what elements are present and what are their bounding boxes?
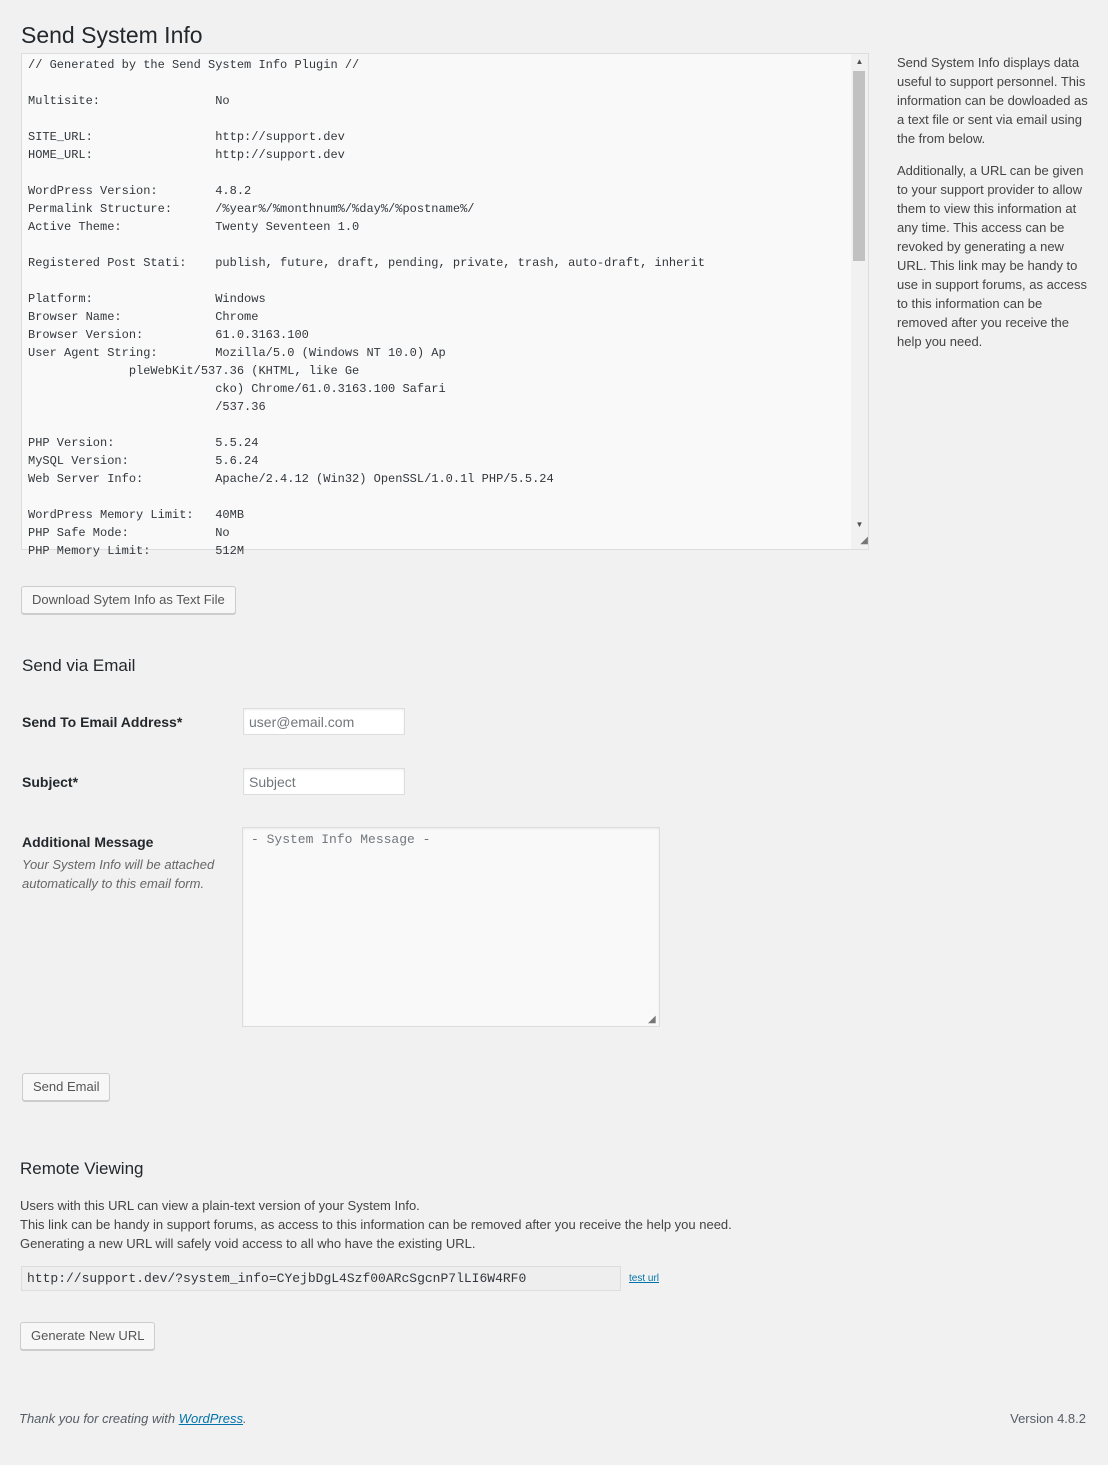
subject-label: Subject* (22, 774, 79, 790)
remote-description-line: Generating a new URL will safely void access to all who have the existing URL. (20, 1236, 476, 1251)
side-note-paragraph: Additionally, a URL can be given to your support provider to allow them to view this information at any time. This access can be revoked by generating a new URL. This link may be handy to use in support forums, as access to this information can be removed after you receive the help you need. (897, 163, 1088, 349)
subject-field[interactable] (243, 768, 405, 795)
scroll-down-arrow-icon[interactable]: ▼ (855, 520, 864, 529)
remote-viewing-heading: Remote Viewing (20, 1159, 144, 1178)
remote-url-field[interactable]: http://support.dev/?system_info=CYejbDgL4Szf00ARcSgcnP7lLI6W4RF0 (21, 1266, 621, 1291)
additional-message-label: Additional Message (22, 834, 154, 850)
resize-grip-icon[interactable]: ◢ (851, 533, 868, 549)
footer-thanks-prefix: Thank you for creating with (19, 1411, 179, 1426)
page-title: Send System Info (21, 22, 203, 48)
generate-new-url-button[interactable]: Generate New URL (20, 1322, 155, 1350)
download-text-file-button[interactable]: Download Sytem Info as Text File (21, 586, 236, 614)
scroll-thumb[interactable] (853, 71, 865, 261)
test-url-link[interactable]: test url (629, 1273, 660, 1284)
side-note-paragraph: Send System Info displays data useful to support personnel. This information can be dowloaded as a text file or sent via email using the from below. (897, 55, 1088, 146)
footer-thanks-suffix: . (243, 1411, 247, 1426)
additional-message-description: Your System Info will be attached automatically to this email form. (22, 857, 215, 891)
footer-thanks (19, 1411, 247, 1426)
side-note (897, 53, 1089, 364)
send-via-email-heading: Send via Email (22, 656, 136, 675)
remote-viewing-description (20, 1196, 780, 1253)
scroll-up-arrow-icon[interactable]: ▲ (855, 57, 864, 66)
footer-version: Version 4.8.2 (1010, 1411, 1086, 1426)
wordpress-link[interactable]: WordPress (178, 1411, 243, 1426)
system-info-text[interactable]: // Generated by the Send System Info Plugin // Multisite: No SITE_URL: http://support.dev HOME_URL: http://support.dev WordPress Version: 4.8.2 Permalink Structure: /%year%/%monthnum%/%day%/%postname%/ Active Theme: Twenty Seventeen 1.0 Registered Post Stati: publish, future, draft, pending, private, trash, auto-draft, inherit Platform: Windows Browser Name: Chrome Browser Version: 61.0.3163.100 User Agent String: Mozilla/5.0 (Windows NT 10.0) Ap pleWebKit/537.36 (KHTML, like Ge cko) Chrome/61.0.3163.100 Safari /537.36 PHP Version: 5.5.24 MySQL Version: 5.6.24 Web Server Info: Apache/2.4.12 (Win32) OpenSSL/1.0.1l PHP/5.5.24 WordPress Memory Limit: 40MB PHP Safe Mode: No PHP Memory Limit: 512M (28, 58, 705, 558)
email-address-label: Send To Email Address* (22, 714, 183, 730)
send-email-button[interactable]: Send Email (22, 1073, 110, 1101)
email-address-field[interactable] (243, 708, 405, 735)
remote-description-line: Users with this URL can view a plain-text version of your System Info. (20, 1198, 420, 1213)
system-info-textarea[interactable] (21, 53, 869, 558)
additional-message-field[interactable] (242, 827, 660, 1027)
system-info-scrollbar[interactable] (851, 54, 868, 533)
resize-grip-icon[interactable]: ◢ (648, 1014, 656, 1025)
remote-description-line: This link can be handy in support forums, as access to this information can be removed after you receive the help you need. (20, 1217, 732, 1232)
